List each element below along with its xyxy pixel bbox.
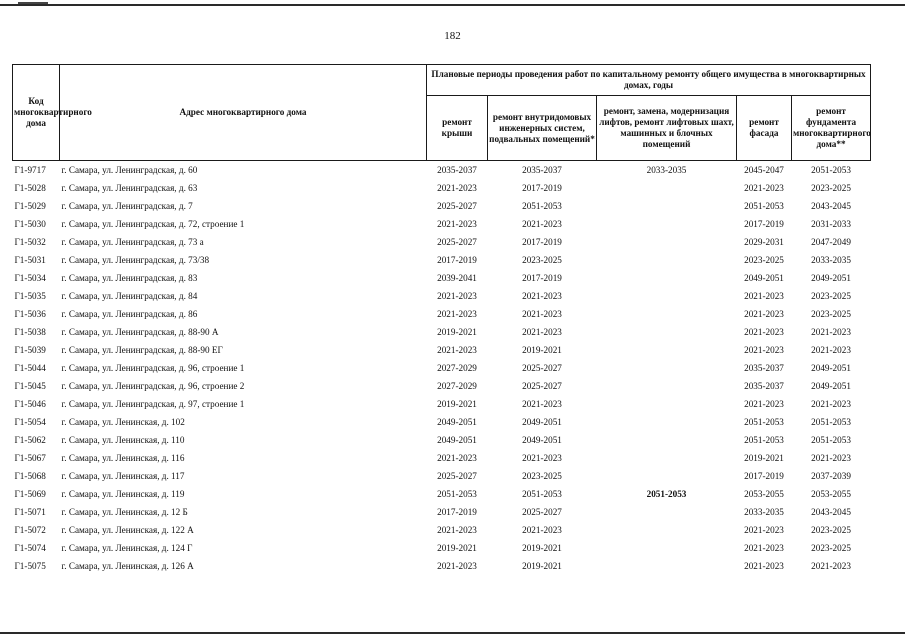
row-code: Г1-5034	[14, 273, 46, 283]
row-code: Г1-5074	[14, 543, 46, 553]
row-address: г. Самара, ул. Ленинградская, д. 72, строение 1	[61, 219, 245, 229]
header-code: Код многоквартирного дома	[13, 65, 60, 161]
row-lifts-period	[597, 557, 737, 575]
row-roof-period: 2017-2019	[437, 507, 477, 517]
row-lifts-period	[597, 233, 737, 251]
row-lifts-period	[597, 251, 737, 269]
row-roof-period: 2049-2051	[437, 435, 477, 445]
row-address: г. Самара, ул. Ленинградская, д. 60	[61, 165, 198, 175]
row-systems-period: 2049-2051	[522, 417, 562, 427]
row-roof-period: 2025-2027	[437, 201, 477, 211]
row-roof-period: 2021-2023	[437, 219, 477, 229]
header-periods: Плановые периоды проведения работ по капитальному ремонту общего имущества в многоквартирных домах, годы	[427, 65, 871, 96]
row-systems-period: 2021-2023	[522, 327, 562, 337]
row-facade-period: 2017-2019	[744, 471, 784, 481]
row-address: г. Самара, ул. Ленинградская, д. 73 а	[61, 237, 204, 247]
row-facade-period: 2051-2053	[744, 435, 784, 445]
row-lifts-period	[597, 341, 737, 359]
row-address: г. Самара, ул. Ленинская, д. 102	[61, 417, 185, 427]
row-foundation-period: 2023-2025	[811, 183, 851, 193]
row-address: г. Самара, ул. Ленинская, д. 110	[61, 435, 185, 445]
page-number: 182	[444, 30, 461, 42]
row-roof-period: 2021-2023	[437, 525, 477, 535]
table-row	[13, 233, 871, 251]
row-lifts-period	[597, 467, 737, 485]
row-lifts-period: 2033-2035	[646, 165, 687, 175]
row-code: Г1-5045	[14, 381, 46, 391]
row-roof-period: 2021-2023	[437, 291, 477, 301]
header-roof: ремонт крыши	[427, 96, 488, 161]
row-foundation-period: 2033-2035	[811, 255, 851, 265]
row-lifts-period	[597, 197, 737, 215]
row-lifts-period	[597, 377, 737, 395]
row-lifts-period	[597, 449, 737, 467]
bottom-rule	[0, 632, 905, 634]
table-row	[13, 161, 871, 180]
row-facade-period: 2021-2023	[744, 291, 784, 301]
row-systems-period: 2023-2025	[522, 471, 562, 481]
row-roof-period: 2049-2051	[437, 417, 477, 427]
row-systems-period: 2025-2027	[522, 507, 562, 517]
row-roof-period: 2019-2021	[437, 543, 477, 553]
row-foundation-period: 2051-2053	[811, 435, 851, 445]
row-systems-period: 2017-2019	[522, 183, 562, 193]
row-roof-period: 2035-2037	[437, 165, 477, 175]
row-foundation-period: 2021-2023	[811, 345, 851, 355]
repair-schedule-table	[12, 64, 871, 575]
row-address: г. Самара, ул. Ленинградская, д. 88-90 ЕГ	[61, 345, 223, 355]
row-roof-period: 2051-2053	[437, 489, 477, 499]
row-foundation-period: 2043-2045	[811, 201, 851, 211]
header-lifts: ремонт, замена, модернизация лифтов, ремонт лифтовых шахт, машинных и блочных помещений	[597, 96, 737, 161]
row-address: г. Самара, ул. Ленинградская, д. 96, строение 1	[61, 363, 245, 373]
row-code: Г1-5054	[14, 417, 46, 427]
row-foundation-period: 2053-2055	[811, 489, 851, 499]
row-code: Г1-5038	[14, 327, 46, 337]
row-foundation-period: 2049-2051	[811, 381, 851, 391]
row-code: Г1-5030	[14, 219, 46, 229]
row-facade-period: 2023-2025	[744, 255, 784, 265]
row-code: Г1-5072	[14, 525, 46, 535]
row-lifts-period	[597, 413, 737, 431]
row-facade-period: 2053-2055	[744, 489, 784, 499]
row-roof-period: 2021-2023	[437, 453, 477, 463]
row-code: Г1-5039	[14, 345, 46, 355]
row-lifts-period	[597, 179, 737, 197]
row-lifts-period	[597, 269, 737, 287]
row-code: Г1-5075	[14, 561, 46, 571]
row-roof-period: 2025-2027	[437, 471, 477, 481]
row-lifts-period: 2051-2053	[646, 489, 687, 499]
table-row	[13, 215, 871, 233]
row-code: Г1-5035	[14, 291, 46, 301]
table-row	[13, 269, 871, 287]
row-systems-period: 2019-2021	[522, 345, 562, 355]
table-row	[13, 521, 871, 539]
row-systems-period: 2025-2027	[522, 363, 562, 373]
row-foundation-period: 2051-2053	[811, 417, 851, 427]
row-roof-period: 2027-2029	[437, 381, 477, 391]
row-foundation-period: 2021-2023	[811, 399, 851, 409]
row-code: Г1-9717	[14, 165, 46, 175]
table-body	[13, 161, 871, 576]
row-systems-period: 2021-2023	[522, 525, 562, 535]
table-row	[13, 485, 871, 503]
row-facade-period: 2033-2035	[744, 507, 784, 517]
row-address: г. Самара, ул. Ленинская, д. 119	[61, 489, 185, 499]
row-foundation-period: 2051-2053	[811, 165, 851, 175]
row-foundation-period: 2049-2051	[811, 363, 851, 373]
row-roof-period: 2021-2023	[437, 309, 477, 319]
row-address: г. Самара, ул. Ленинградская, д. 83	[61, 273, 198, 283]
table-row	[13, 377, 871, 395]
table-row	[13, 197, 871, 215]
row-lifts-period	[597, 359, 737, 377]
table-row	[13, 557, 871, 575]
header-systems: ремонт внутридомовых инженерных систем, подвальных помещений*	[488, 96, 597, 161]
row-code: Г1-5028	[14, 183, 46, 193]
row-foundation-period: 2023-2025	[811, 309, 851, 319]
row-roof-period: 2025-2027	[437, 237, 477, 247]
row-facade-period: 2051-2053	[744, 201, 784, 211]
row-code: Г1-5067	[14, 453, 46, 463]
row-lifts-period	[597, 521, 737, 539]
row-facade-period: 2035-2037	[744, 381, 784, 391]
row-systems-period: 2019-2021	[522, 561, 562, 571]
row-foundation-period: 2021-2023	[811, 453, 851, 463]
table-row	[13, 341, 871, 359]
row-code: Г1-5046	[14, 399, 46, 409]
row-lifts-period	[597, 539, 737, 557]
row-systems-period: 2051-2053	[522, 489, 562, 499]
table-row	[13, 431, 871, 449]
row-address: г. Самара, ул. Ленинградская, д. 97, строение 1	[61, 399, 245, 409]
row-lifts-period	[597, 395, 737, 413]
row-address: г. Самара, ул. Ленинградская, д. 96, строение 2	[61, 381, 245, 391]
row-roof-period: 2017-2019	[437, 255, 477, 265]
row-facade-period: 2021-2023	[744, 183, 784, 193]
row-address: г. Самара, ул. Ленинградская, д. 63	[61, 183, 198, 193]
row-address: г. Самара, ул. Ленинская, д. 126 А	[61, 561, 194, 571]
table-row	[13, 359, 871, 377]
row-code: Г1-5044	[14, 363, 46, 373]
row-systems-period: 2023-2025	[522, 255, 562, 265]
table-row	[13, 539, 871, 557]
row-systems-period: 2035-2037	[522, 165, 562, 175]
row-address: г. Самара, ул. Ленинская, д. 12 Б	[61, 507, 188, 517]
row-facade-period: 2051-2053	[744, 417, 784, 427]
row-code: Г1-5069	[14, 489, 46, 499]
row-facade-period: 2021-2023	[744, 525, 784, 535]
row-code: Г1-5036	[14, 309, 46, 319]
table-row	[13, 449, 871, 467]
header-foundation: ремонт фундамента многоквартирного дома**	[792, 96, 871, 161]
row-systems-period: 2021-2023	[522, 453, 562, 463]
row-address: г. Самара, ул. Ленинская, д. 122 А	[61, 525, 194, 535]
row-address: г. Самара, ул. Ленинградская, д. 73/38	[61, 255, 210, 265]
row-lifts-period	[597, 431, 737, 449]
row-code: Г1-5068	[14, 471, 46, 481]
row-foundation-period: 2037-2039	[811, 471, 851, 481]
table-row	[13, 251, 871, 269]
row-facade-period: 2035-2037	[744, 363, 784, 373]
row-lifts-period	[597, 215, 737, 233]
row-lifts-period	[597, 287, 737, 305]
row-facade-period: 2019-2021	[744, 453, 784, 463]
table-row	[13, 179, 871, 197]
row-facade-period: 2021-2023	[744, 309, 784, 319]
row-foundation-period: 2023-2025	[811, 543, 851, 553]
row-systems-period: 2049-2051	[522, 435, 562, 445]
row-facade-period: 2021-2023	[744, 543, 784, 553]
row-systems-period: 2019-2021	[522, 543, 562, 553]
row-address: г. Самара, ул. Ленинградская, д. 88-90 А	[61, 327, 219, 337]
header-facade: ремонт фасада	[737, 96, 792, 161]
row-facade-period: 2021-2023	[744, 327, 784, 337]
row-systems-period: 2021-2023	[522, 291, 562, 301]
row-facade-period: 2021-2023	[744, 561, 784, 571]
row-address: г. Самара, ул. Ленинская, д. 117	[61, 471, 185, 481]
row-foundation-period: 2031-2033	[811, 219, 851, 229]
row-address: г. Самара, ул. Ленинская, д. 124 Г	[61, 543, 193, 553]
row-facade-period: 2049-2051	[744, 273, 784, 283]
row-facade-period: 2017-2019	[744, 219, 784, 229]
row-address: г. Самара, ул. Ленинградская, д. 86	[61, 309, 198, 319]
table-row	[13, 287, 871, 305]
row-foundation-period: 2049-2051	[811, 273, 851, 283]
row-foundation-period: 2023-2025	[811, 525, 851, 535]
row-address: г. Самара, ул. Ленинградская, д. 84	[61, 291, 198, 301]
row-lifts-period	[597, 503, 737, 521]
row-roof-period: 2027-2029	[437, 363, 477, 373]
row-foundation-period: 2021-2023	[811, 561, 851, 571]
row-code: Г1-5071	[14, 507, 46, 517]
row-lifts-period	[597, 323, 737, 341]
row-facade-period: 2021-2023	[744, 345, 784, 355]
row-foundation-period: 2023-2025	[811, 291, 851, 301]
row-lifts-period	[597, 305, 737, 323]
row-roof-period: 2021-2023	[437, 345, 477, 355]
table-row	[13, 467, 871, 485]
row-foundation-period: 2047-2049	[811, 237, 851, 247]
row-foundation-period: 2021-2023	[811, 327, 851, 337]
row-facade-period: 2021-2023	[744, 399, 784, 409]
table-row	[13, 323, 871, 341]
row-systems-period: 2051-2053	[522, 201, 562, 211]
row-address: г. Самара, ул. Ленинская, д. 116	[61, 453, 185, 463]
row-systems-period: 2025-2027	[522, 381, 562, 391]
row-facade-period: 2045-2047	[744, 165, 784, 175]
row-code: Г1-5029	[14, 201, 46, 211]
table-header	[13, 65, 871, 161]
table-row	[13, 395, 871, 413]
top-rule	[0, 4, 905, 6]
row-code: Г1-5031	[14, 255, 46, 265]
row-code: Г1-5062	[14, 435, 46, 445]
table-row	[13, 503, 871, 521]
table-row	[13, 413, 871, 431]
row-roof-period: 2039-2041	[437, 273, 477, 283]
row-roof-period: 2019-2021	[437, 327, 477, 337]
row-roof-period: 2021-2023	[437, 183, 477, 193]
row-systems-period: 2021-2023	[522, 309, 562, 319]
row-foundation-period: 2043-2045	[811, 507, 851, 517]
row-systems-period: 2017-2019	[522, 237, 562, 247]
row-systems-period: 2021-2023	[522, 399, 562, 409]
row-systems-period: 2017-2019	[522, 273, 562, 283]
row-systems-period: 2021-2023	[522, 219, 562, 229]
row-address: г. Самара, ул. Ленинградская, д. 7	[61, 201, 193, 211]
row-roof-period: 2019-2021	[437, 399, 477, 409]
row-roof-period: 2021-2023	[437, 561, 477, 571]
header-address: Адрес многоквартирного дома	[60, 65, 427, 161]
table-row	[13, 305, 871, 323]
row-facade-period: 2029-2031	[744, 237, 784, 247]
row-code: Г1-5032	[14, 237, 46, 247]
